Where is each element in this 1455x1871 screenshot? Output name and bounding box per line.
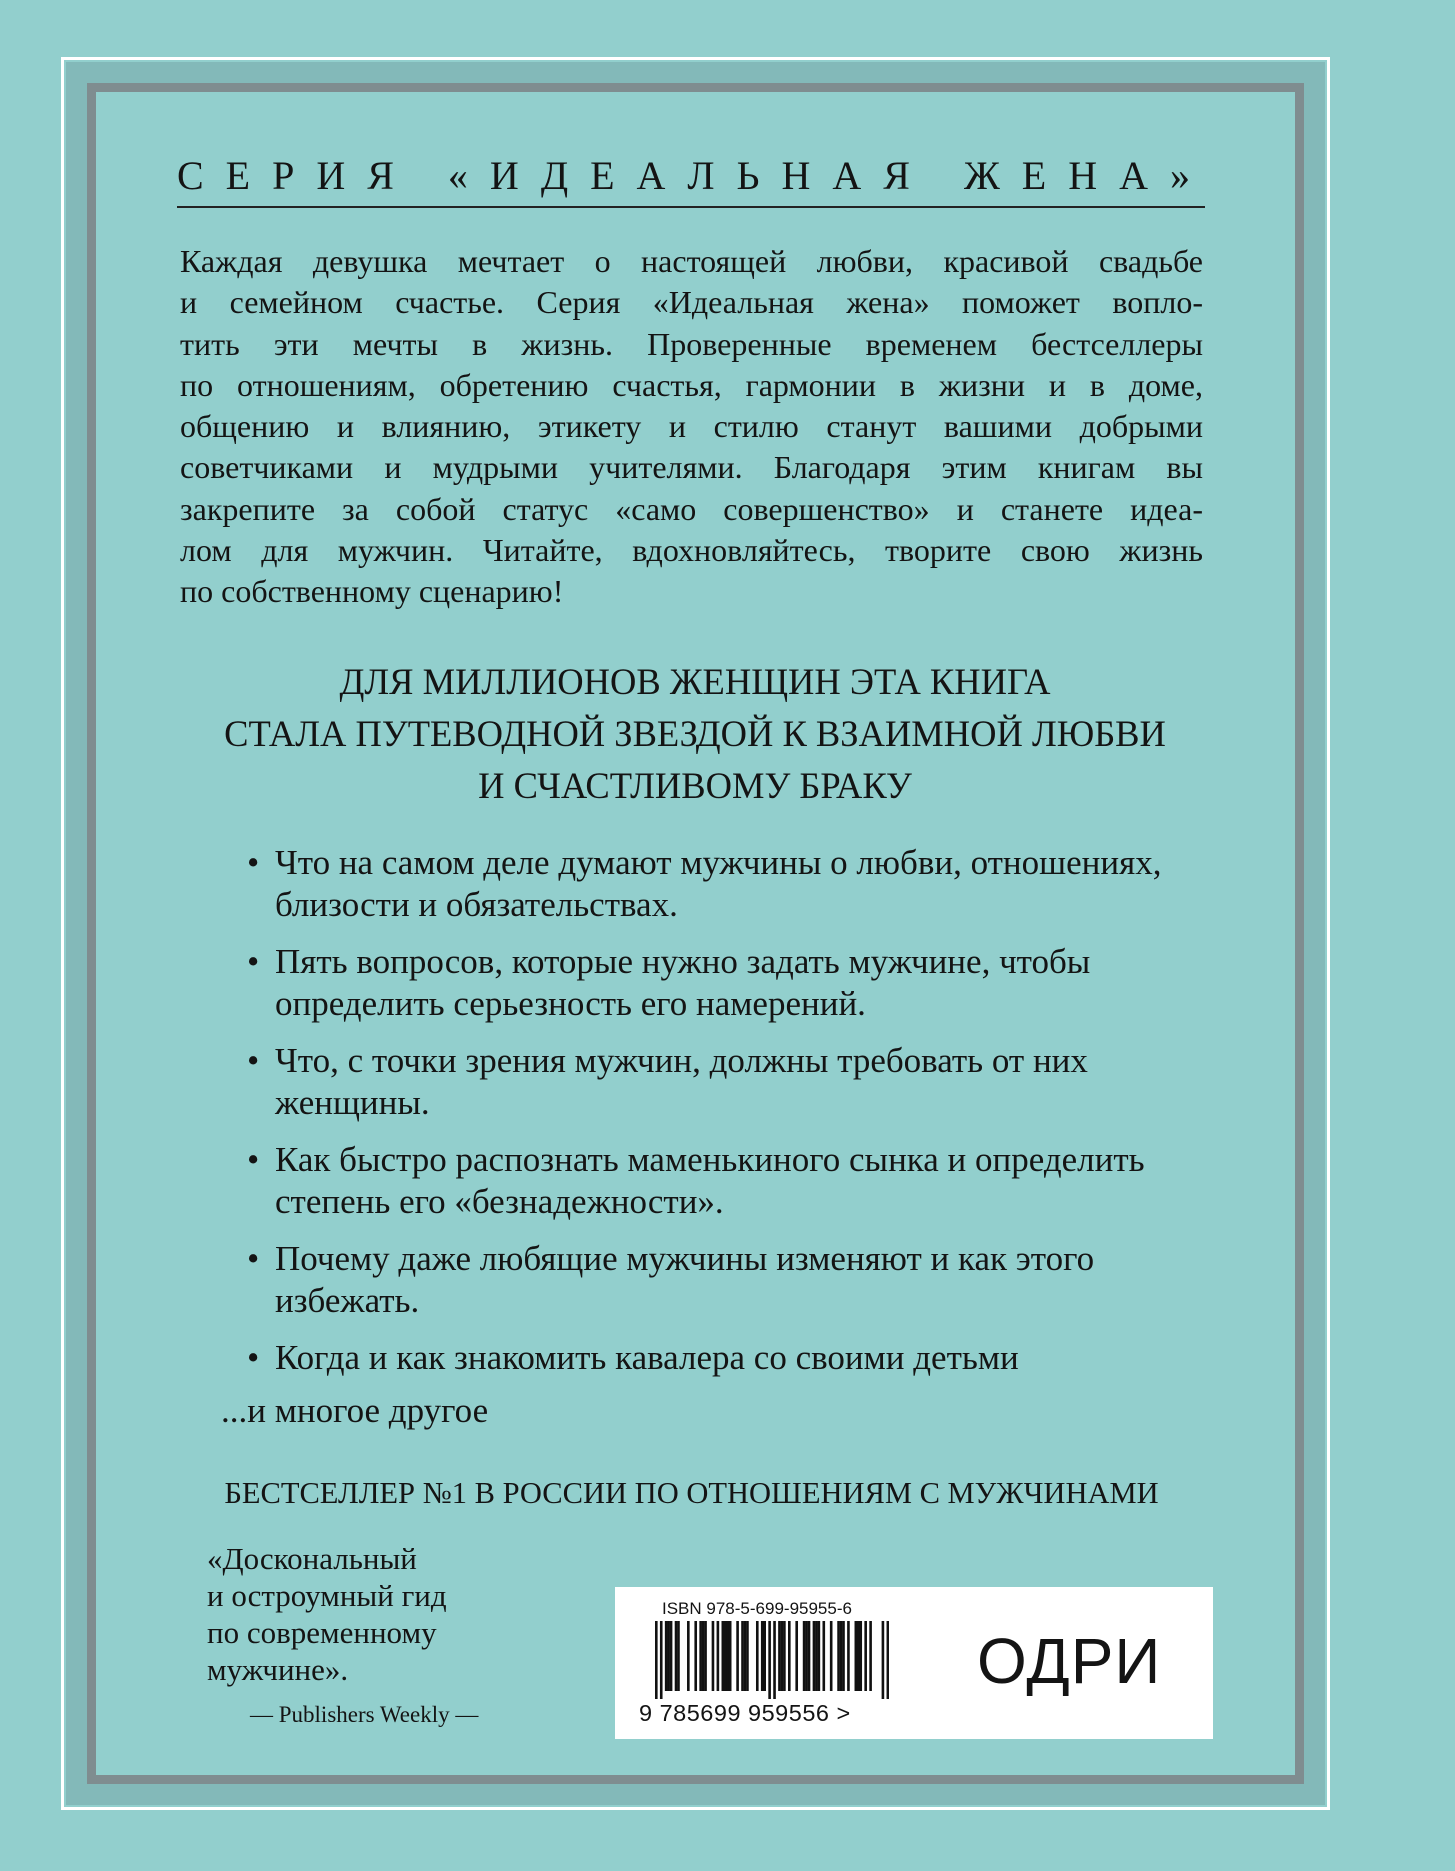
list-item [245, 1040, 1245, 1124]
barcode-bar [712, 1621, 715, 1691]
barcode-bar [677, 1621, 680, 1691]
barcode-bar [702, 1621, 705, 1691]
headline [150, 656, 1240, 812]
quote-source: — Publishers Weekly — [250, 1702, 479, 1727]
list-item-text: Почему даже любящие мужчины изменяют и как этого избежать. [275, 1239, 1095, 1320]
barcode-bar [830, 1621, 833, 1691]
barcode-bar [822, 1621, 825, 1691]
bullet-icon: • [247, 942, 260, 981]
intro-line: тить эти мечты в жизнь. Проверенные временем бестселлеры [180, 325, 1203, 362]
bullet-icon: • [247, 1140, 260, 1179]
list-item-text: Когда и как знакомить кавалера со своими детьми [275, 1338, 1019, 1377]
barcode-bar [694, 1621, 697, 1691]
barcode-bar [717, 1621, 720, 1691]
barcode-bar [687, 1621, 690, 1691]
barcode-bar [722, 1621, 725, 1691]
barcode-bar [704, 1621, 707, 1691]
headline-line: ДЛЯ МИЛЛИОНОВ ЖЕНЩИН ЭТА КНИГА [339, 661, 1051, 702]
barcode-bar [699, 1621, 702, 1691]
barcode-bar [857, 1621, 860, 1691]
barcode-bar [660, 1621, 663, 1699]
barcode-bar [724, 1621, 727, 1691]
barcode-bar [746, 1621, 749, 1691]
barcode-bar [761, 1621, 764, 1691]
barcode-label [615, 1587, 1213, 1739]
intro-line: Каждая девушка мечтает о настоящей любви, красивой свадьбе [180, 243, 1203, 279]
barcode-bar [859, 1621, 862, 1691]
more-text: ...и многое другое [221, 1391, 489, 1430]
barcode-bar [741, 1621, 744, 1691]
quote-line: «Доскональный [207, 1541, 417, 1576]
list-item-text: Что, с точки зрения мужчин, должны требовать от них женщины. [275, 1041, 1088, 1122]
barcode-bar [783, 1621, 786, 1691]
barcode-bar [818, 1621, 821, 1691]
barcode-icon [655, 1621, 889, 1699]
barcode-bar [788, 1621, 791, 1691]
bestseller-line: БЕСТСЕЛЛЕР №1 В РОССИИ ПО ОТНОШЕНИЯМ С МУЖЧИНАМИ [224, 1476, 1159, 1510]
barcode-bar [815, 1621, 818, 1691]
list-item-text: Пять вопросов, которые нужно задать мужчине, чтобы определить серьезность его намерений. [275, 942, 1091, 1023]
barcode-bar [795, 1621, 798, 1691]
list-item [245, 842, 1245, 926]
barcode-bar [805, 1621, 808, 1691]
barcode-bar [670, 1621, 673, 1691]
list-item [245, 941, 1245, 1025]
barcode-bar [781, 1621, 784, 1691]
barcode-bar [655, 1621, 658, 1699]
bullet-icon: • [247, 1239, 260, 1278]
list-item [245, 1139, 1245, 1223]
intro-line: советчиками и мудрыми учителями. Благодаря этим книгам вы [180, 449, 1203, 486]
barcode-bar [808, 1621, 811, 1691]
barcode-bar [813, 1621, 816, 1691]
barcode-bar [803, 1621, 806, 1691]
intro-line: общению и влиянию, этикету и стилю станут вашими добрыми [180, 408, 1203, 445]
barcode-bar [768, 1621, 771, 1699]
quote-line: мужчине». [207, 1652, 349, 1687]
barcode-bar [667, 1621, 670, 1691]
list-item [245, 1238, 1245, 1322]
intro-line: закрепите за собой статус «само совершенство» и станете идеа- [180, 490, 1203, 527]
intro-line: по отношениям, обретению счастья, гармонии в жизни и в доме, [180, 366, 1203, 403]
list-item-text: Как быстро распознать маменькиного сынка и определить степень его «безнадежности». [275, 1140, 1145, 1221]
list-item-text: Что на самом деле думают мужчины о любви, отношениях, близости и обязательствах. [275, 843, 1162, 924]
intro-line: и семейном счастье. Серия «Идеальная жена» поможет вопло- [180, 284, 1203, 321]
barcode-bar [887, 1621, 889, 1699]
feature-list [245, 842, 1245, 1394]
barcode-bar [837, 1621, 840, 1691]
barcode-bar [773, 1621, 776, 1699]
barcode-bar [665, 1621, 668, 1691]
review-quote [207, 1540, 527, 1688]
list-item [245, 1337, 1245, 1379]
intro-line: лом для мужчин. Читайте, вдохновляйтесь, творите свою жизнь [180, 532, 1203, 569]
barcode-bar [864, 1621, 867, 1691]
barcode-bar [756, 1621, 759, 1691]
barcode-bar [675, 1621, 678, 1691]
quote-line: по современному [207, 1615, 437, 1650]
quote-line: и остроумный гид [207, 1578, 447, 1613]
publisher-logo: ОДРИ [977, 1625, 1162, 1697]
headline-line: И СЧАСТЛИВОМУ БРАКУ [478, 765, 912, 806]
intro-line: по собственному сценарию! [180, 573, 564, 610]
barcode-bar [847, 1621, 850, 1691]
intro-paragraph [180, 241, 1203, 613]
barcode-digits: 9 785699 959556 > [639, 1700, 851, 1726]
barcode-bar [778, 1621, 781, 1691]
barcode-bar [855, 1621, 858, 1691]
barcode-bar [726, 1621, 729, 1691]
bullet-icon: • [247, 1041, 260, 1080]
headline-line: СТАЛА ПУТЕВОДНОЙ ЗВЕЗДОЙ К ВЗАИМНОЙ ЛЮБВИ [224, 713, 1166, 754]
barcode-bar [840, 1621, 843, 1691]
barcode-bar [736, 1621, 739, 1691]
barcode-bar [842, 1621, 845, 1691]
isbn-text: ISBN 978-5-699-95955-6 [662, 1599, 852, 1618]
bullet-icon: • [247, 1338, 260, 1377]
barcode-bar [744, 1621, 747, 1691]
barcode-bar [729, 1621, 732, 1691]
series-title: СЕРИЯ «ИДЕАЛЬНАЯ ЖЕНА» [177, 150, 1205, 208]
barcode-bar [869, 1621, 872, 1691]
bullet-icon: • [247, 843, 260, 882]
barcode-bar [882, 1621, 885, 1699]
barcode-bar [763, 1621, 766, 1691]
